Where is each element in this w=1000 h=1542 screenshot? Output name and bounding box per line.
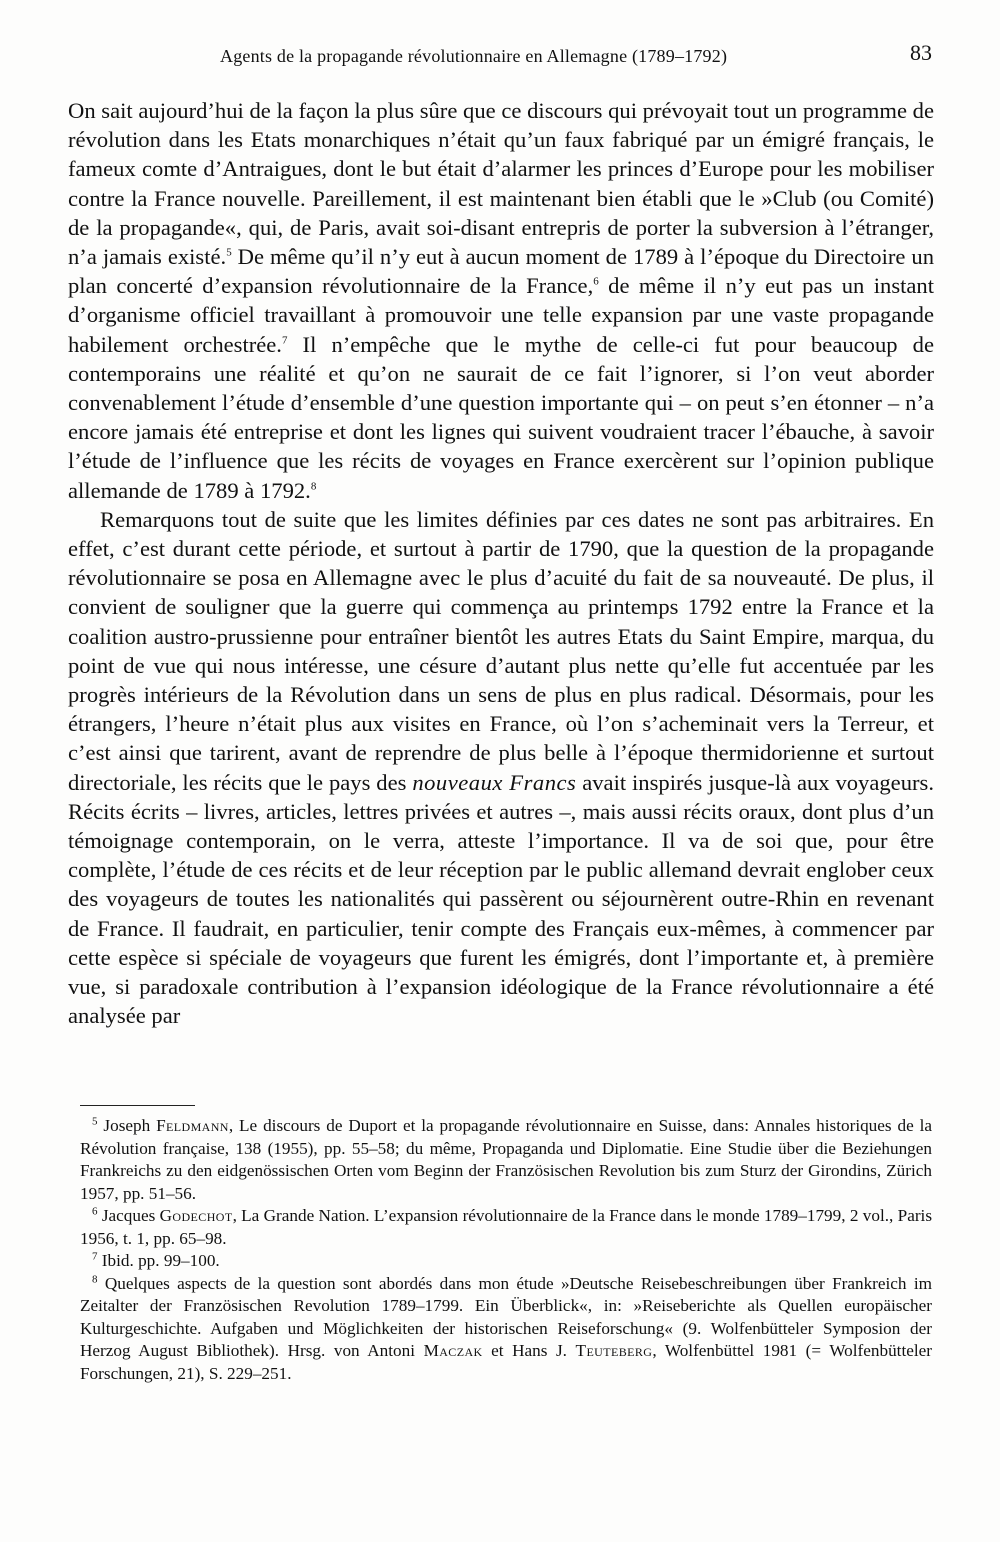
paragraph-2 (68, 505, 934, 1031)
p1-text-c: de même il n’y eut pas un instant d’organisme officiel travaillant à promouvoir une telle expansion par une vaste propagande habilement orchestrée. (68, 273, 934, 357)
footnote-7-number: 7 (92, 1250, 98, 1263)
footnote-8 (80, 1273, 932, 1386)
footnote-7 (80, 1250, 932, 1273)
footnote-8-text-mid: et Hans J. (482, 1341, 576, 1360)
footnote-ref-6: 6 (593, 275, 599, 288)
footnote-6-author: Godechot (159, 1206, 233, 1225)
footnote-5-text-a: Joseph (103, 1116, 157, 1135)
p2-text-a: Remarquons tout de suite que les limites définies par ces dates ne sont pas arbitraires. En effet, c’est durant cette période, et surtout à partir de 1790, que la question de la propagande révolutionnaire se posa en Allemagne avec le plus d’acuité du fait de sa nouveauté. De plus, il convient de souligner que la guerre qui commença au printemps 1792 entre la France et la coalition austro-prussienne pour entraîner bientôt les autres Etats du Saint Empire, marqua, du point de vue qui nous intéresse, une césure d’autant plus nette qu’elle fut accentuée par les progrès intérieurs de la Révolution dans un sens de plus en plus radical. Désormais, pour les étrangers, l’heure n’était plus aux visites en France, où l’on s’acheminait vers la Terreur, et c’est ainsi que tarirent, avant de reprendre de plus belle à l’époque thermidorienne et surtout directoriale, les récits que le pays des (68, 506, 934, 795)
footnotes (80, 1115, 932, 1385)
paragraph-1 (68, 96, 934, 505)
body-text (68, 96, 934, 1031)
footnote-6-text-b: , La Grande Nation. L’expansion révolutionnaire de la France dans le monde 1789–1799, 2 vol., Paris 1956, t. 1, pp. 65–98. (80, 1206, 933, 1248)
footnote-8-number: 8 (92, 1272, 98, 1285)
p1-text-b: De même qu’il n’y eut à aucun moment de 1789 à l’époque du Directoire un plan concerté d’expansion révolutionnaire de la France, (68, 244, 934, 299)
footnote-5 (80, 1115, 932, 1205)
footnote-ref-8: 8 (310, 480, 317, 493)
running-head (70, 40, 932, 70)
footnote-5-author: Feldmann (156, 1116, 229, 1135)
footnote-8-text-b: , Wolfenbüttel 1981 (= Wolfenbütteler Forschungen, 21), S. 229–251. (80, 1341, 932, 1383)
page-number: 83 (910, 40, 932, 65)
footnote-8-text-a: Quelques aspects de la question sont abordés dans mon étude »Deutsche Reisebeschreibungen über Frankreich im Zeitalter der Französischen Revolution 1789–1799. Ein Überblick«, in: »Reiseberichte als Quellen europäischer Kulturgeschichte. Aufgaben und Möglichkeiten der historischen Reiseforschung« (9. Wolfenbütteler Symposion der Herzog August Bibliothek). Hrsg. von Antoni (80, 1273, 932, 1360)
footnote-ref-5: 5 (226, 246, 232, 259)
p1-text-d: Il n’empêche que le mythe de celle-ci fut pour beaucoup de contemporains une réalité et qu’on ne saurait de ce fait l’ignorer, si l’on veut aborder convenablement l’étude d’ensemble d’une question importante qui – on peut s’en étonner – n’a encore jamais été entreprise et dont les lignes qui suivent voudraient tracer l’ébauche, à savoir l’étude de l’influence que les récits de voyages en France exercèrent sur l’opinion publique allemande de 1789 à 1792. (68, 331, 934, 503)
footnote-8-editor-2: Teuteberg (575, 1341, 653, 1360)
running-title: Agents de la propagande révolutionnaire en Allemagne (1789–1792) (220, 46, 728, 66)
footnote-6 (80, 1205, 932, 1250)
footnote-6-text-a: Jacques (101, 1206, 160, 1225)
p2-italic: nouveaux Francs (412, 769, 577, 795)
footnote-rule (80, 1105, 195, 1106)
footnote-5-number: 5 (92, 1115, 98, 1128)
footnote-5-text-b: , Le discours de Duport et la propagande révolutionnaire en Suisse, dans: Annales historiques de la Révolution française, 138 (1955), pp. 55–58; du même, Propaganda und Diplomatie. Eine Studie über die Beziehungen Frankreichs zu den eidgenössischen Orten vom Beginn der Französischen Revolution bis zum Sturz der Girondins, Zürich 1957, pp. 51–56. (80, 1116, 933, 1203)
footnote-6-number: 6 (92, 1205, 98, 1218)
p1-text-a: On sait aujourd’hui de la façon la plus sûre que ce discours qui prévoyait tout un programme de révolution dans les Etats monarchiques n’était qu’un faux fabriqué par un émigré français, le fameux comte d’Antraigues, dont le but était d’alarmer les princes d’Europe pour les mobiliser contre la France nouvelle. Pareillement, il est maintenant bien établi que le »Club (ou Comité) de la propagande«, qui, de Paris, avait soi-disant entrepris de porter la subversion à l’étranger, n’a jamais existé. (68, 98, 934, 270)
footnote-8-editor-1: Maczak (423, 1341, 483, 1360)
footnote-ref-7: 7 (281, 334, 288, 347)
footnote-7-text: Ibid. pp. 99–100. (101, 1251, 220, 1270)
p2-text-b: avait inspirés jusque-là aux voyageurs. Récits écrits – livres, articles, lettres privées et autres –, mais aussi récits oraux, dont plus d’un témoignage contemporain, on le verra, atteste l’importance. Il va de soi que, pour être complète, l’étude de ces récits et de leur réception par le public allemand devrait englober ceux des voyageurs de toutes les nationalités qui passèrent ou séjournèrent outre-Rhin en revenant de France. Il faudrait, en particulier, tenir compte des Français eux-mêmes, à commencer par cette espèce si spéciale de voyageurs que furent les émigrés, dont l’importante et, à première vue, si paradoxale contribution à l’expansion idéologique de la France révolutionnaire a été analysée par (68, 769, 934, 1029)
